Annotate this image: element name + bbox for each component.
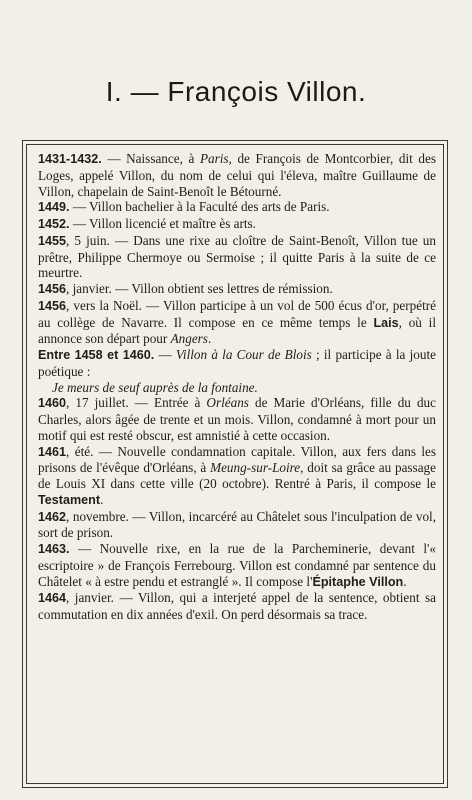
chronology-entry	[38, 347, 436, 395]
chronology-entry	[38, 281, 436, 298]
entry-text: , janvier. — Villon, qui a interjeté appel de la sentence, obtient sa commutation en dix années d'exil. On perd désormais sa trace.	[38, 590, 436, 622]
entry-text: — Nouvelle rixe, en la rue de la Parcheminerie, devant l'« escriptoire » de François Ferrebourg. Villon est condamné par sentence du Châtelet « à estre pendu et estranglé ». Il compose l'	[38, 541, 436, 589]
entry-text: , novembre. — Villon, incarcéré au Châtelet sous l'inculpation de vol, sort de prison.	[38, 508, 436, 541]
work-title: Lais	[373, 315, 399, 330]
chronology-entry	[38, 590, 436, 623]
chronology-entry	[38, 541, 436, 590]
entry-date: 1462	[38, 509, 67, 524]
chronology-list	[38, 151, 436, 623]
entry-date: 1464	[38, 591, 67, 606]
entry-text: .	[100, 491, 104, 507]
entry-text: —	[154, 347, 176, 362]
entry-text: , de François de Montcorbier, dit des Loges, appelé Villon, du nom de celui qui l'éleva, maître Guillaume de Villon, chapelain de Saint-Benoît le Bétourné.	[38, 151, 436, 199]
chronology-entry	[38, 509, 436, 542]
italic-text: Villon à la Cour de Blois	[175, 347, 312, 362]
chronology-entry	[38, 233, 436, 281]
chapter-title: I. — François Villon.	[105, 76, 367, 107]
entry-date: 1461	[38, 444, 67, 459]
entry-date: 1456	[38, 282, 67, 296]
entry-date: 1456	[38, 298, 67, 313]
chronology-entry	[38, 216, 436, 233]
italic-text: Angers	[170, 331, 208, 347]
entry-text: — Villon licencié et maître ès arts.	[69, 216, 256, 231]
verse-quote: Je meurs de seuf auprès de la fontaine.	[52, 379, 258, 395]
chronology-entry	[38, 298, 436, 347]
entry-text: , janvier. — Villon obtient ses lettres de rémission.	[66, 281, 333, 296]
italic-text: Meung-sur-Loire	[210, 460, 301, 476]
entry-text: .	[403, 573, 407, 589]
entry-text: , doit sa grâce au passage de Louis XI dans cette ville (20 octobre). Rentré à Paris, il compose le	[38, 460, 436, 491]
entry-date: Entre 1458 et 1460.	[38, 348, 155, 362]
entry-text: , 17 juillet. — Entrée à	[66, 395, 207, 411]
entry-text: de Marie d'Orléans, fille du duc Charles, alors âgée de trente et un mois. Villon, condamné à mort pour un motif qui est resté obscur, est amnistié à cette occasion.	[38, 395, 436, 443]
entry-text: , vers la Noël. — Villon participe à un vol de 500 écus d'or, perpétré au collège de Navarre. Il compose en ce même temps le	[38, 297, 436, 330]
italic-text: Paris	[199, 151, 229, 166]
chronology-entry	[38, 199, 436, 216]
entry-text: — Naissance, à	[101, 151, 200, 166]
entry-text: .	[207, 331, 212, 347]
entry-text: ; il participe à la joute poétique :	[38, 347, 437, 379]
chronology-entry	[38, 444, 436, 509]
work-title: Épitaphe Villon	[312, 574, 404, 589]
entry-date: 1449.	[38, 200, 70, 215]
chronology-entry	[38, 151, 436, 199]
chronology-entry	[38, 395, 436, 443]
work-title: Testament	[38, 492, 101, 507]
entry-date: 1460	[38, 396, 67, 411]
entry-date: 1431-1432.	[38, 152, 102, 166]
entry-date: 1452.	[38, 217, 70, 231]
italic-text: Orléans	[206, 395, 249, 411]
entry-text: — Villon bachelier à la Faculté des arts de Paris.	[69, 199, 330, 215]
entry-text: , où il annonce son départ pour	[38, 314, 436, 347]
entry-text: , été. — Nouvelle condamnation capitale. Villon, aux fers dans les prisons de l'évêque d'Orléans, à	[38, 443, 436, 476]
entry-date: 1455	[38, 233, 67, 248]
entry-date: 1463.	[38, 542, 70, 556]
entry-text: , 5 juin. — Dans une rixe au cloître de Saint-Benoît, Villon tue un prêtre, Philippe Chermoye ou Sermoise ; il quitte Paris à la suite de ce meurtre.	[38, 232, 436, 281]
